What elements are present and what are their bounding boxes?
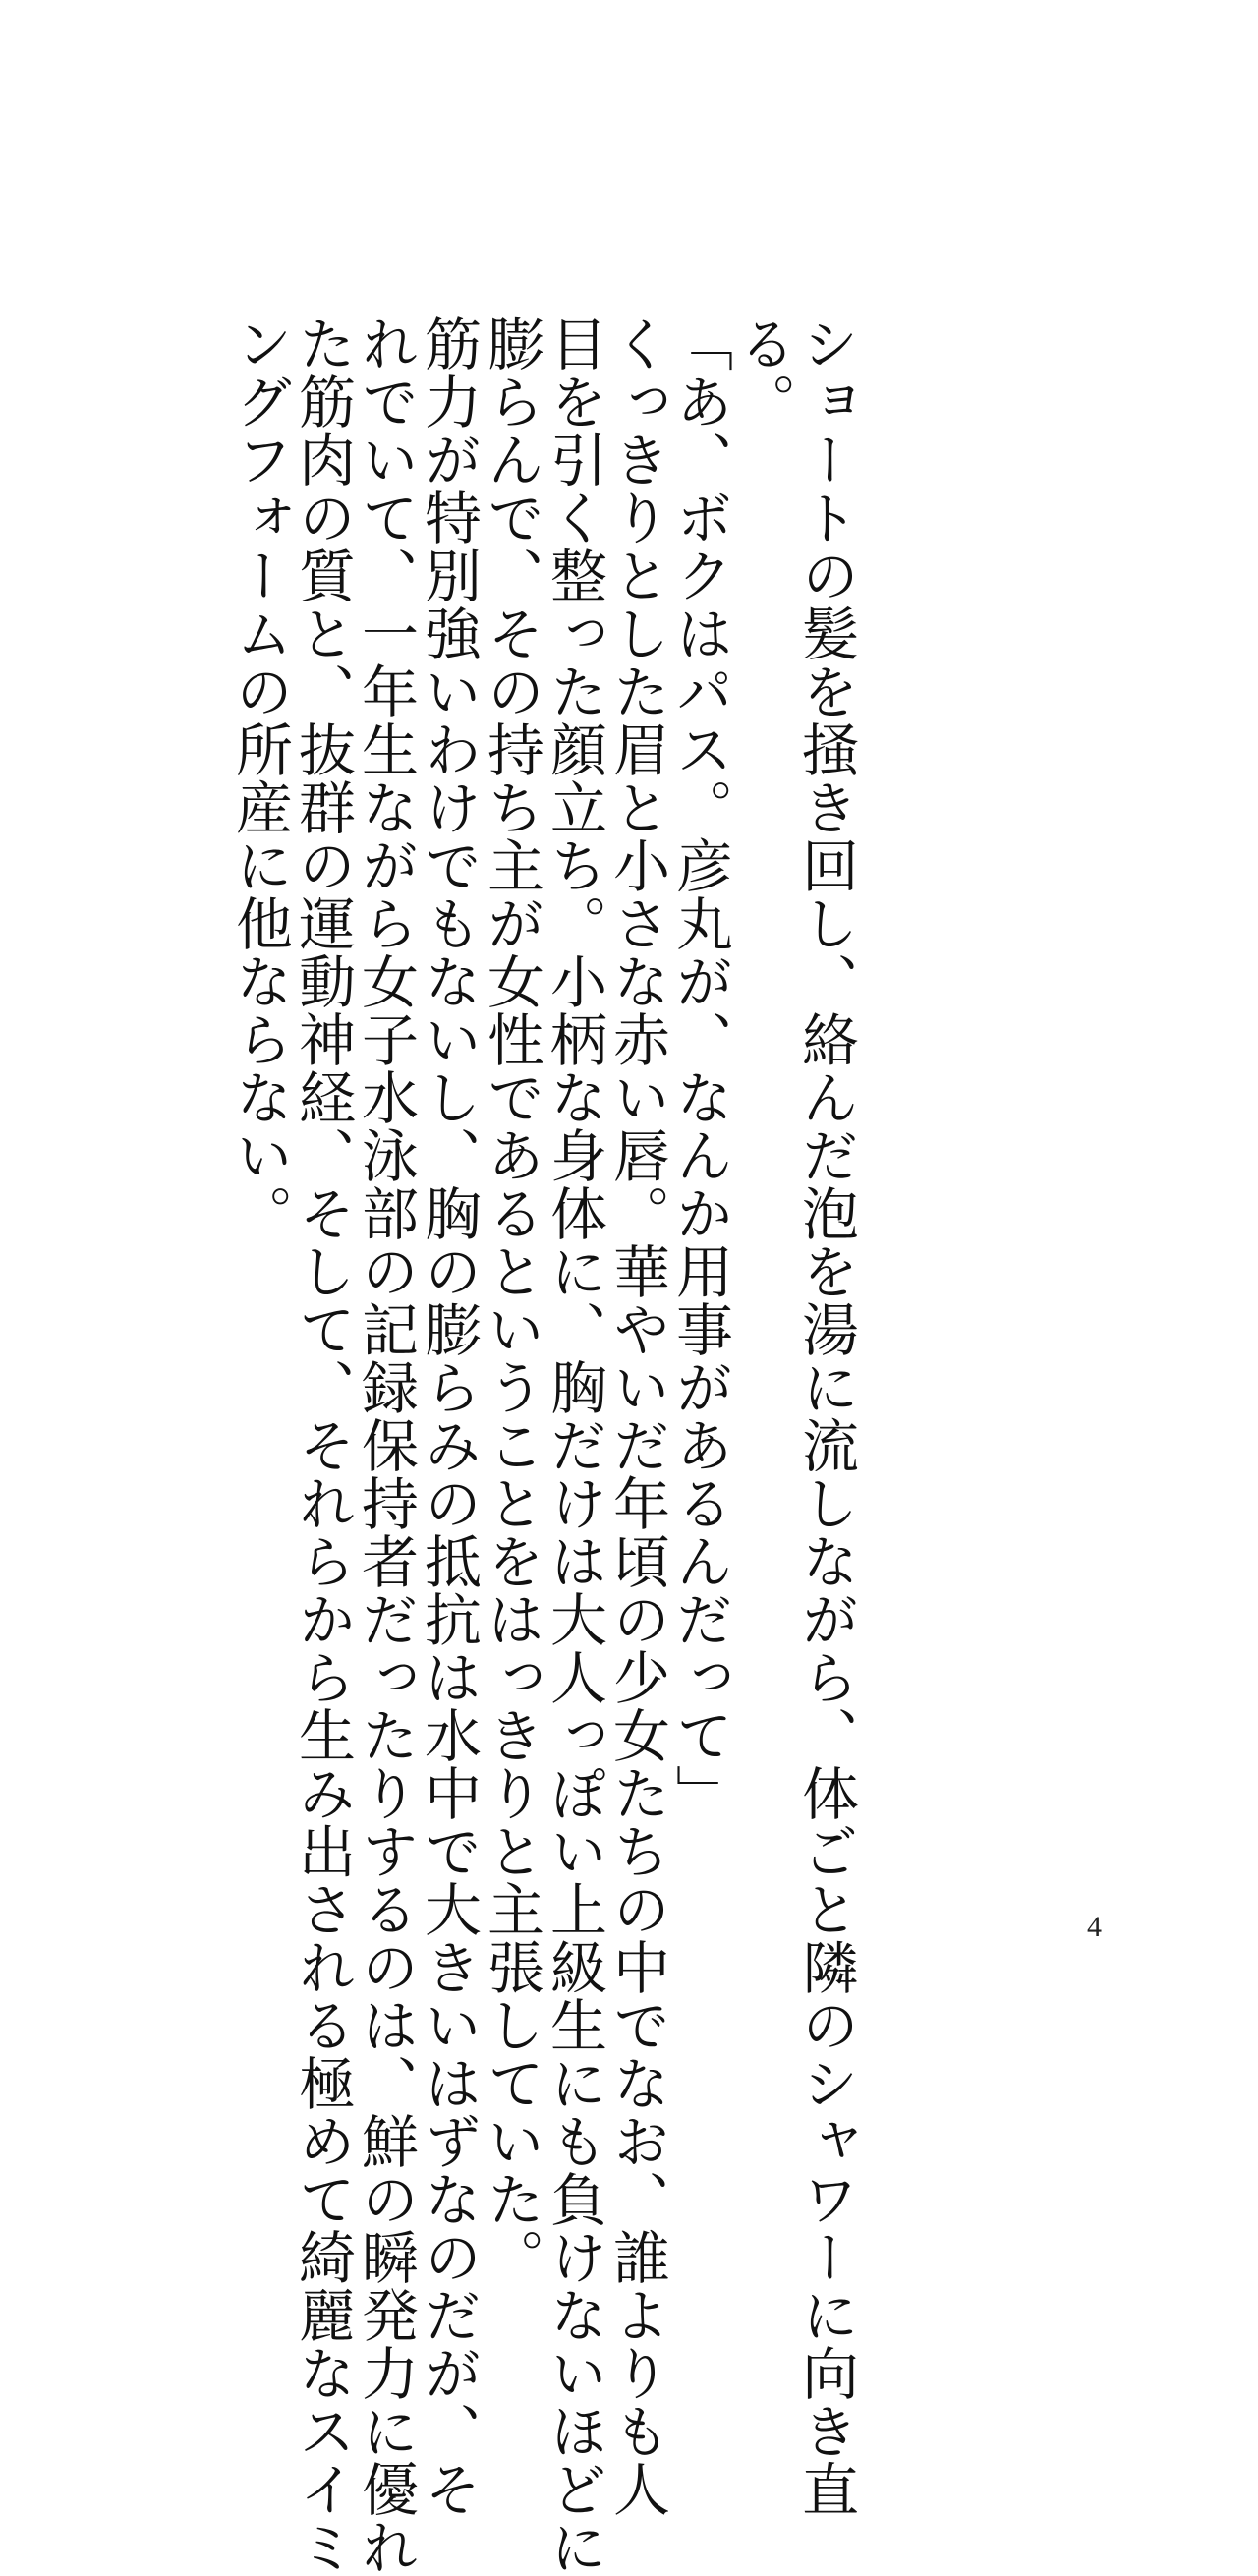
page-number: 4 [1087,1911,1102,1943]
vertical-text-block [108,315,859,2576]
text-line: くっきりとした眉と小さな赤い唇。華やいだ年頃の少女たちの中でなお、誰よりも人 [603,315,670,2518]
text-line: 膨らんで、その持ち主が女性であるということをはっきりと主張していた。 [478,315,544,2286]
text-line: れでいて、一年生ながら女子水泳部の記録保持者だったりするのは、鮮の瞬発力に優れ [352,315,419,2576]
text-line: ショートの髪を掻き回し、絡んだ泡を湯に流しながら、体ごと隣のシャワーに向き直 [792,315,859,2518]
text-line: た筋肉の質と、抜群の運動神経、そして、それらから生み出される極めて綺麗なスイミ [289,315,356,2576]
text-line: 筋力が特別強いわけでもないし、胸の膨らみの抵抗は水中で大きいはずなのだが、そ [415,315,482,2518]
text-line: 目を引く整った顔立ち。小柄な身体に、胸だけは大人っぽい上級生にも負けないほどに [541,315,607,2576]
text-line: ングフォームの所産に他ならない。 [226,315,293,1242]
text-line: 「あ、ボクはパス。彦丸が、なんか用事があるんだって」 [666,315,733,1822]
text-line: る。 [729,315,796,430]
